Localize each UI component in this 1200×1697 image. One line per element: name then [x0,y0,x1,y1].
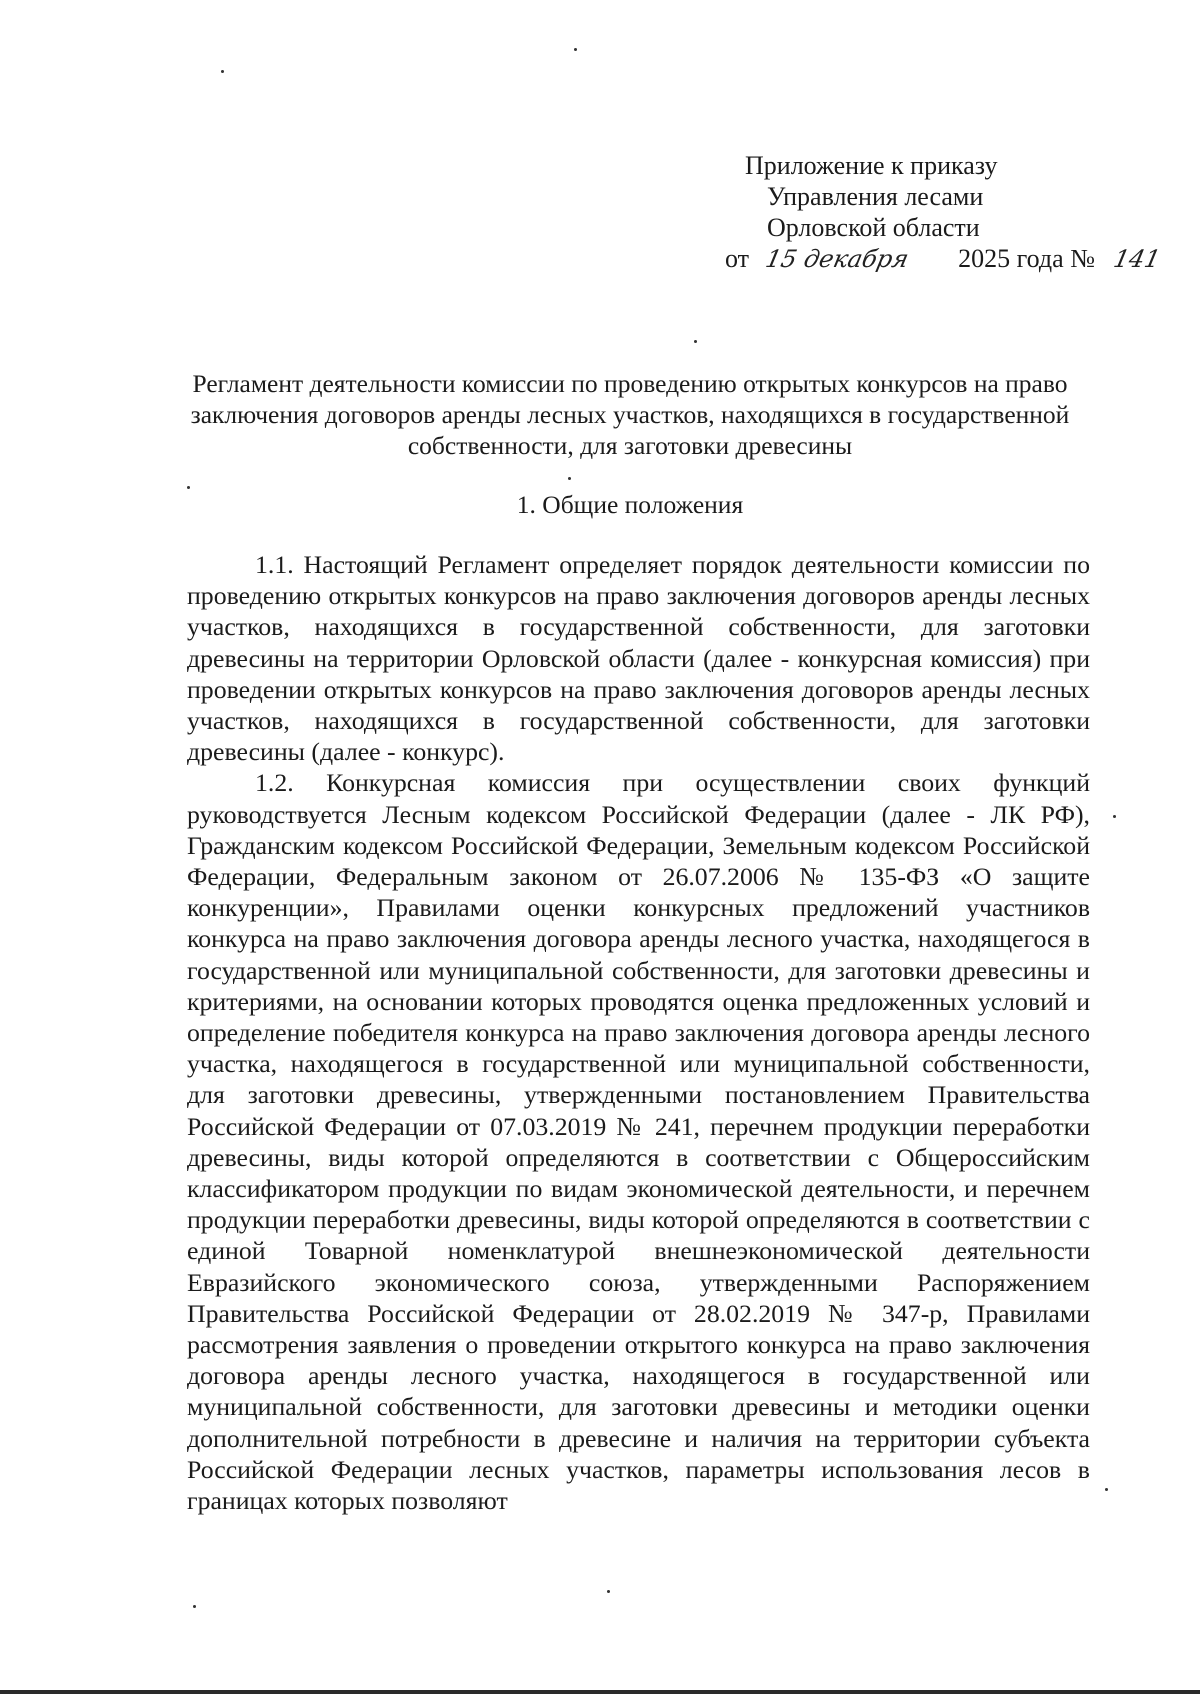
paragraph-1-2: 1.2. Конкурсная комиссия при осуществлении своих функций руководствуется Лесным кодексом Российской Федерации (далее - ЛК РФ), Гражданским кодексом Российской Федерации, Земельным кодексом Российской Федерации, Федеральным законом от 26.07.2006 № 135-ФЗ «О защите конкуренции», Правилами оценки конкурсных предложений участников конкурса на право заключения договора аренды лесного участка, находящегося в государственной или муниципальной собственности, для заготовки древесины и критериями, на основании которых проводятся оценка предложенных условий и определение победителя конкурса на право заключения договора аренды лесного участка, находящегося в государственной или муниципальной собственности, для заготовки древесины, утвержденными постановлением Правительства Российской Федерации от 07.03.2019 № 241, перечнем продукции переработки древесины, виды которой определяются в соответствии с Общероссийским классификатором продукции по видам экономической деятельности, и перечнем продукции переработки древесины, виды которой определяются в соответствии с единой Товарной номенклатурой внешнеэкономической деятельности Евразийского экономического союза, утвержденными Распоряжением Правительства Российской Федерации от 28.02.2019 № 347-р, Правилами рассмотрения заявления о проведении открытого конкурса на право заключения договора аренды лесного участка, находящегося в государственной или муниципальной собственности, для заготовки древесины и методики оценки дополнительной потребности в древесине и наличия на территории субъекта Российской Федерации лесных участков, параметры использования лесов в границах которых позволяют [187,768,1090,1516]
scan-edge-line [0,1690,1200,1694]
document-body [187,549,1090,1516]
scan-speck [187,486,190,489]
approval-stamp-block [725,150,1163,275]
scan-speck [193,1605,196,1608]
year-number-label: 2025 года № [958,244,1095,273]
approval-line-3: Орловской области [767,213,980,242]
approval-line-1: Приложение к приказу [745,151,998,180]
approval-date-line [725,243,1163,275]
scan-speck [568,477,571,480]
scan-speck [221,70,224,73]
scan-speck [694,340,697,343]
document-title: Регламент деятельности комиссии по проведению открытых конкурсов на право заключения договоров аренды лесных участков, находящихся в государственной собственности, для заготовки древесины [190,369,1070,460]
scan-speck [1105,1488,1108,1491]
scan-speck [574,48,577,51]
section-heading: 1. Общие положения [516,490,744,519]
scan-speck [1113,815,1116,818]
paragraph-1-1: 1.1. Настоящий Регламент определяет порядок деятельности комиссии по проведению открытых конкурсов на право заключения договоров аренды лесных участков, находящихся в государственной собственности, для заготовки древесины на территории Орловской области (далее - конкурсная комиссия) при проведении открытых конкурсов на право заключения договоров аренды лесных участков, находящихся в государственной собственности, для заготовки древесины (далее - конкурс). [187,550,1090,767]
approval-line-2: Управления лесами [767,182,984,211]
handwritten-date: 15 декабря [762,245,911,273]
scan-speck [607,1590,610,1593]
handwritten-order-number: 141 [1110,245,1163,273]
date-prefix: от [725,244,750,273]
